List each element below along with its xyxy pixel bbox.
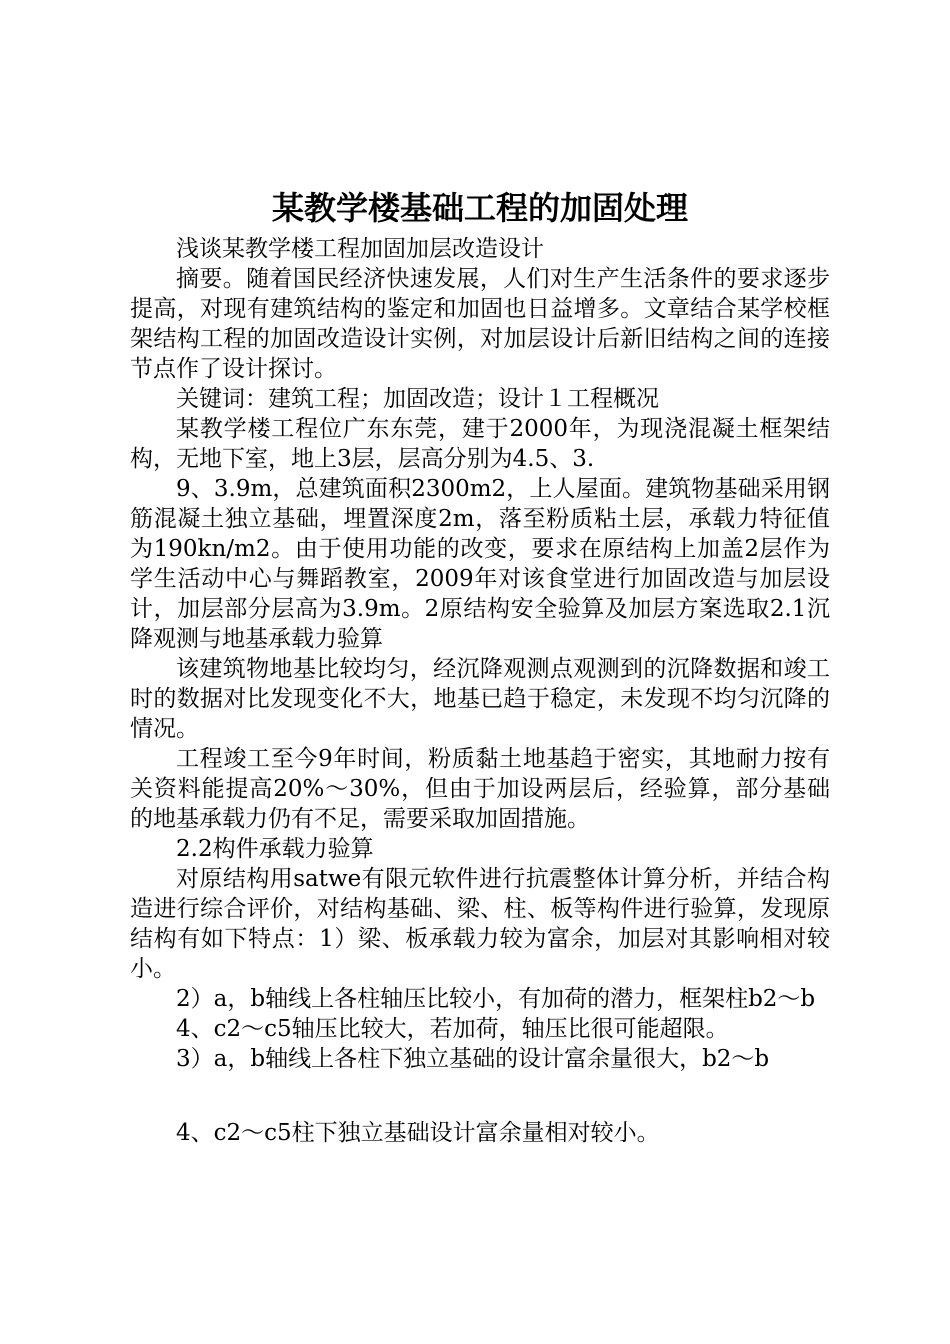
paragraph-overview: 某教学楼工程位广东东莞，建于2000年，为现浇混凝土框架结构，无地下室，地上3层，层高分别为4.5、3. [130, 416, 830, 472]
paragraph-analysis: 对原结构用satwe有限元软件进行抗震整体计算分析，并结合构造进行综合评价，对结构基础、梁、柱、板等构件进行验算，发现原结构有如下特点：1）梁、板承载力较为富余，加层对其影响相对较小。 [130, 866, 830, 982]
paragraph-keywords: 关键词：建筑工程；加固改造；设计１工程概况 [176, 386, 659, 412]
paragraph-item-3: 3）a，b轴线上各柱下独立基础的设计富余量很大，b2～b [176, 1046, 770, 1072]
paragraph-item-3-cont: 4、c2～c5柱下独立基础设计富余量相对较小。 [176, 1120, 660, 1146]
document-page [130, 182, 830, 1148]
paragraph-settlement: 该建筑物地基比较均匀，经沉降观测点观测到的沉降数据和竣工时的数据对比发现变化不大，地基已趋于稳定，未发现不均匀沉降的情况。 [130, 656, 830, 742]
paragraph-abstract: 摘要。随着国民经济快速发展，人们对生产生活条件的要求逐步提高，对现有建筑结构的鉴定和加固也日益增多。文章结合某学校框架结构工程的加固改造设计实例，对加层设计后新旧结构之间的连接节点作了设计探讨。 [130, 266, 830, 382]
paragraph-overview-cont: 9、3.9m，总建筑面积2300m2，上人屋面。建筑物基础采用钢筋混凝土独立基础，埋置深度2m，落至粉质粘土层，承载力特征值为190kn/m2。由于使用功能的改变，要求在原结构上加盖2层作为学生活动中心与舞蹈教室，2009年对该食堂进行加固改造与加层设计，加层部分层高为3.9m。2原结构安全验算及加层方案选取2.1沉降观测与地基承载力验算 [130, 476, 830, 652]
paragraph-item-2: 2）a，b轴线上各柱轴压比较小，有加荷的潜力，框架柱b2～b [176, 986, 816, 1012]
paragraph-subtitle: 浅谈某教学楼工程加固加层改造设计 [176, 236, 544, 262]
paragraph-section-heading: 2.2构件承载力验算 [176, 836, 374, 862]
paragraph-item-2-cont: 4、c2～c5轴压比较大，若加荷，轴压比很可能超限。 [176, 1016, 729, 1042]
paragraph-bearing-capacity: 工程竣工至今9年时间，粉质黏土地基趋于密实，其地耐力按有关资料能提高20%～30%，但由于加设两层后，经验算，部分基础的地基承载力仍有不足，需要采取加固措施。 [130, 746, 830, 832]
document-title: 某教学楼基础工程的加固处理 [271, 189, 688, 227]
